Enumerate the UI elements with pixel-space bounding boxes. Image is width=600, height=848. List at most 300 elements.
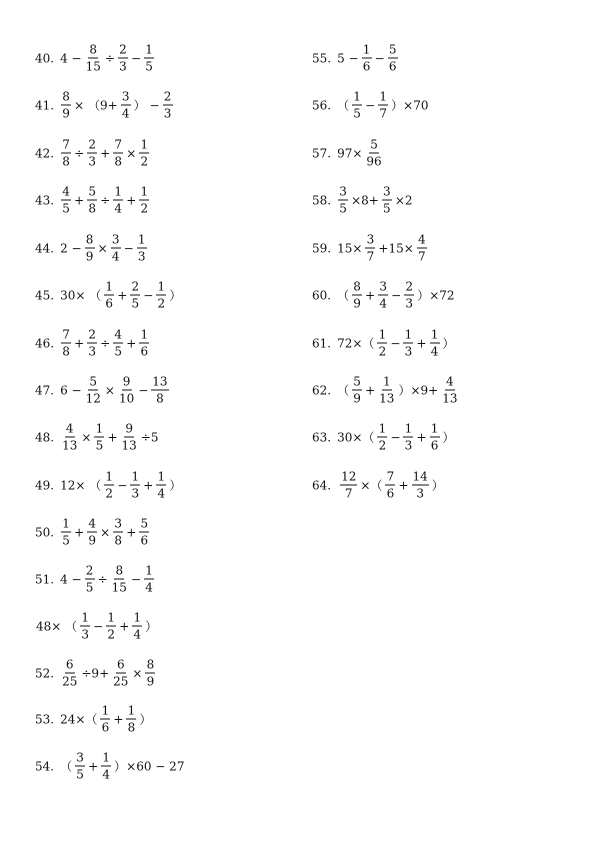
- expression-text: （: [60, 759, 73, 774]
- fraction-denominator: 8: [114, 533, 123, 548]
- expression-text: −: [390, 336, 401, 350]
- fraction-denominator: 13: [121, 438, 137, 453]
- problem-number: 57.: [312, 146, 332, 160]
- fraction-denominator: 5: [62, 533, 70, 548]
- fraction-denominator: 5: [339, 201, 347, 216]
- fraction-numerator: 1: [105, 279, 114, 294]
- fraction: [61, 186, 71, 215]
- fraction: [139, 139, 149, 168]
- fraction-numerator: 7: [62, 327, 70, 342]
- expression-text: −: [365, 98, 376, 112]
- fraction-denominator: 4: [114, 201, 123, 216]
- fraction: [61, 518, 71, 547]
- fraction-denominator: 8: [156, 391, 164, 406]
- fraction-numerator: 12: [341, 469, 357, 484]
- expression-text: ×8+: [351, 193, 379, 207]
- fraction: [139, 329, 149, 358]
- expression-text: −: [123, 241, 134, 255]
- expression-text: ）: [169, 288, 182, 303]
- expression-text: ）: [139, 712, 152, 727]
- fraction-denominator: 5: [95, 438, 104, 453]
- problem-number: 55.: [312, 51, 332, 65]
- fraction-denominator: 2: [140, 201, 149, 216]
- expression-text: +: [74, 193, 85, 207]
- expression-text: ）: [145, 619, 158, 634]
- fraction-numerator: 1: [362, 42, 371, 57]
- fraction-numerator: 6: [116, 657, 125, 672]
- expression-text: +: [416, 336, 427, 350]
- expression-text: 30× （: [60, 288, 102, 303]
- fraction-numerator: 1: [353, 89, 361, 104]
- fraction-numerator: 1: [379, 89, 387, 104]
- fraction-numerator: 2: [85, 563, 94, 578]
- fraction-numerator: 13: [152, 374, 168, 389]
- expression-text: −: [390, 430, 401, 444]
- fraction: [100, 705, 110, 734]
- fraction-denominator: 4: [157, 486, 166, 501]
- expression-text: +: [398, 478, 409, 492]
- expression-text: ×: [100, 525, 111, 539]
- math-problem: [35, 612, 158, 641]
- expression-text: （: [337, 288, 350, 303]
- fraction: [137, 234, 147, 263]
- fraction-numerator: 3: [366, 232, 375, 247]
- expression-text: （: [337, 383, 350, 398]
- fraction-denominator: 9: [353, 391, 361, 406]
- fraction: [130, 471, 140, 500]
- fraction-denominator: 25: [62, 674, 78, 689]
- fraction-denominator: 96: [366, 154, 382, 169]
- math-problem: [35, 565, 156, 594]
- fraction-denominator: 6: [430, 438, 439, 453]
- expression-text: ）: [442, 336, 455, 351]
- fraction-denominator: 2: [105, 486, 114, 501]
- fraction-denominator: 6: [140, 533, 149, 548]
- math-problem: [35, 234, 149, 263]
- fraction: [378, 91, 388, 120]
- fraction: [362, 44, 372, 73]
- fraction-numerator: 1: [105, 469, 114, 484]
- fraction: [85, 234, 95, 263]
- fraction-denominator: 3: [88, 344, 96, 359]
- fraction: [378, 376, 395, 405]
- expression-text: +: [365, 383, 376, 397]
- fraction-denominator: 6: [362, 59, 371, 74]
- problem-number: 42.: [35, 146, 55, 160]
- expression-text: −: [93, 619, 104, 633]
- expression-text: 2 −: [60, 241, 82, 255]
- fraction-denominator: 12: [85, 391, 101, 406]
- fraction-denominator: 5: [62, 201, 70, 216]
- expression-text: ×: [97, 241, 108, 255]
- fraction-denominator: 13: [379, 391, 395, 406]
- problem-number: 47.: [35, 383, 55, 397]
- problem-number: 46.: [35, 336, 55, 350]
- fraction: [144, 565, 154, 594]
- problem-number: 45.: [35, 288, 55, 302]
- fraction-denominator: 3: [404, 438, 413, 453]
- problem-number: 49.: [35, 478, 55, 492]
- fraction-numerator: 9: [122, 374, 131, 389]
- expression-text: +: [74, 525, 85, 539]
- fraction-denominator: 13: [62, 438, 78, 453]
- fraction-numerator: 1: [382, 374, 391, 389]
- fraction-denominator: 8: [114, 154, 123, 169]
- fraction-denominator: 3: [163, 106, 172, 121]
- fraction-denominator: 2: [378, 438, 387, 453]
- expression-text: ÷: [74, 146, 85, 160]
- math-problem: [35, 518, 151, 547]
- expression-text: ÷: [100, 336, 111, 350]
- expression-text: +: [126, 193, 137, 207]
- fraction: [338, 186, 348, 215]
- fraction-denominator: 9: [88, 533, 96, 548]
- fraction-numerator: 8: [115, 563, 124, 578]
- math-problem: [35, 376, 171, 405]
- fraction: [104, 281, 114, 310]
- expression-text: ×: [126, 146, 137, 160]
- expression-text: 6 −: [60, 383, 82, 397]
- fraction-denominator: 3: [119, 59, 127, 74]
- expression-text: ×: [81, 430, 92, 444]
- problem-number: 63.: [312, 430, 332, 444]
- expression-text: ）: [442, 430, 455, 445]
- fraction: [112, 659, 129, 688]
- fraction: [365, 234, 375, 263]
- fraction: [113, 186, 123, 215]
- expression-text: ）: [169, 478, 182, 493]
- fraction-numerator: 4: [88, 516, 96, 531]
- fraction-numerator: 3: [383, 184, 391, 199]
- problem-number: 50.: [35, 525, 55, 539]
- fraction-denominator: 2: [157, 296, 166, 311]
- fraction: [377, 423, 387, 452]
- fraction: [85, 44, 102, 73]
- fraction-numerator: 1: [101, 703, 110, 718]
- fraction: [388, 44, 398, 73]
- fraction: [441, 376, 458, 405]
- fraction-denominator: 6: [388, 59, 397, 74]
- problem-number: 54.: [35, 759, 55, 773]
- fraction-denominator: 8: [88, 201, 96, 216]
- fraction: [94, 423, 104, 452]
- fraction-numerator: 7: [114, 137, 123, 152]
- math-problem: [312, 139, 385, 168]
- math-problem: [35, 139, 151, 168]
- fraction-numerator: 8: [85, 232, 94, 247]
- problem-number: 41.: [35, 98, 55, 112]
- fraction-numerator: 3: [76, 750, 84, 765]
- fraction-denominator: 4: [102, 767, 110, 782]
- fraction: [365, 139, 382, 168]
- expression-text: ）×9+: [398, 383, 439, 398]
- fraction-denominator: 6: [105, 296, 114, 311]
- fraction-numerator: 1: [140, 137, 149, 152]
- expression-text: 97×: [337, 146, 363, 160]
- fraction: [430, 329, 440, 358]
- math-problem: [35, 91, 175, 120]
- expression-text: ÷5: [140, 430, 159, 444]
- fraction: [163, 91, 173, 120]
- expression-text: ）×72: [417, 288, 455, 303]
- fraction: [417, 234, 427, 263]
- fraction-numerator: 1: [430, 421, 439, 436]
- fraction: [144, 44, 154, 73]
- fraction-numerator: 1: [140, 184, 149, 199]
- fraction: [111, 565, 128, 594]
- expression-text: ÷9+: [81, 666, 110, 680]
- fraction-denominator: 3: [131, 486, 140, 501]
- fraction: [139, 518, 149, 547]
- fraction-numerator: 1: [127, 703, 136, 718]
- fraction-denominator: 3: [137, 249, 146, 264]
- fraction-numerator: 3: [339, 184, 347, 199]
- fraction: [430, 423, 440, 452]
- fraction: [101, 752, 111, 781]
- expression-text: +: [143, 478, 154, 492]
- fraction: [121, 91, 131, 120]
- fraction-denominator: 3: [405, 296, 414, 311]
- fraction: [113, 329, 123, 358]
- fraction: [87, 329, 97, 358]
- fraction: [111, 234, 121, 263]
- math-problem: [312, 186, 414, 215]
- expression-text: +: [365, 288, 376, 302]
- fraction-denominator: 4: [121, 106, 130, 121]
- math-problem: [35, 186, 151, 215]
- fraction: [87, 186, 97, 215]
- problem-number: 64.: [312, 478, 332, 492]
- fraction-denominator: 10: [118, 391, 135, 406]
- expression-text: +: [88, 759, 99, 773]
- fraction: [385, 471, 395, 500]
- fraction-numerator: 8: [62, 89, 70, 104]
- fraction-denominator: 6: [101, 720, 110, 735]
- fraction-denominator: 5: [145, 59, 153, 74]
- fraction-denominator: 9: [353, 296, 361, 311]
- fraction: [139, 186, 149, 215]
- fraction-denominator: 4: [133, 627, 142, 642]
- fraction-numerator: 1: [378, 327, 387, 342]
- expression-text: +: [117, 288, 128, 302]
- fraction: [85, 565, 95, 594]
- problem-number: 58.: [312, 193, 332, 207]
- fraction-numerator: 3: [114, 516, 123, 531]
- expression-text: ）×70: [391, 98, 429, 113]
- expression-text: +: [74, 336, 85, 350]
- problem-number: 61.: [312, 336, 332, 350]
- math-problem: [35, 329, 151, 358]
- expression-text: ）×60 − 27: [114, 759, 185, 774]
- math-problem: [35, 423, 159, 452]
- fraction-denominator: 6: [386, 486, 395, 501]
- fraction-numerator: 1: [131, 469, 140, 484]
- expression-text: （: [337, 98, 350, 113]
- expression-text: +: [100, 146, 111, 160]
- expression-text: 24×（: [60, 712, 98, 727]
- expression-text: −: [374, 51, 385, 65]
- fraction-denominator: 6: [140, 344, 149, 359]
- math-problem: [35, 44, 156, 73]
- math-problem: [312, 376, 460, 405]
- fraction-denominator: 5: [353, 106, 361, 121]
- fraction-denominator: 3: [416, 486, 424, 501]
- fraction-numerator: 8: [89, 42, 98, 57]
- expression-text: −: [391, 288, 402, 302]
- fraction-numerator: 2: [88, 327, 96, 342]
- fraction-numerator: 2: [405, 279, 414, 294]
- fraction: [87, 139, 97, 168]
- expression-text: +: [119, 619, 130, 633]
- problem-number: 43.: [35, 193, 55, 207]
- problem-number: 56.: [312, 98, 332, 112]
- fraction-numerator: 1: [133, 610, 142, 625]
- fraction: [80, 612, 90, 641]
- fraction-denominator: 9: [146, 674, 155, 689]
- fraction-numerator: 1: [157, 469, 166, 484]
- expression-text: +: [113, 712, 124, 726]
- fraction-numerator: 3: [111, 232, 120, 247]
- fraction: [113, 518, 123, 547]
- expression-text: 4 −: [60, 572, 82, 586]
- fraction-numerator: 1: [81, 610, 89, 625]
- fraction: [61, 139, 71, 168]
- fraction: [61, 91, 71, 120]
- fraction-numerator: 1: [430, 327, 439, 342]
- fraction-numerator: 8: [353, 279, 361, 294]
- fraction: [61, 659, 78, 688]
- math-problem: [35, 705, 153, 734]
- problem-number: 59.: [312, 241, 332, 255]
- math-problem: [35, 281, 182, 310]
- expression-text: −: [138, 383, 149, 397]
- fraction-denominator: 7: [379, 106, 387, 121]
- fraction-denominator: 4: [430, 344, 439, 359]
- fraction-numerator: 1: [107, 610, 116, 625]
- fraction: [104, 471, 114, 500]
- fraction: [378, 281, 388, 310]
- expression-text: 15×: [337, 241, 363, 255]
- fraction-numerator: 3: [121, 89, 130, 104]
- math-problem: [312, 423, 456, 452]
- problem-number: 53.: [35, 712, 55, 726]
- fraction-denominator: 5: [76, 767, 84, 782]
- fraction-numerator: 1: [404, 421, 413, 436]
- fraction-numerator: 6: [65, 657, 74, 672]
- fraction: [118, 376, 135, 405]
- expression-text: 4 −: [60, 51, 82, 65]
- problem-number: 52.: [35, 666, 55, 680]
- expression-text: ×: [104, 383, 115, 397]
- fraction: [113, 139, 123, 168]
- expression-text: ÷: [100, 193, 111, 207]
- fraction-denominator: 7: [344, 486, 353, 501]
- expression-text: +: [416, 430, 427, 444]
- fraction: [352, 376, 362, 405]
- fraction-numerator: 5: [140, 516, 149, 531]
- fraction-numerator: 9: [125, 421, 133, 436]
- fraction-denominator: 15: [111, 580, 127, 595]
- fraction-numerator: 5: [370, 137, 378, 152]
- math-problem: [312, 234, 429, 263]
- expression-text: ） −: [133, 98, 160, 113]
- math-problem: [312, 44, 400, 73]
- problem-number: 44.: [35, 241, 55, 255]
- fraction-denominator: 5: [383, 201, 391, 216]
- fraction-numerator: 1: [145, 563, 153, 578]
- fraction: [75, 752, 85, 781]
- fraction-numerator: 1: [378, 421, 387, 436]
- fraction: [130, 281, 140, 310]
- expression-text: −: [117, 478, 128, 492]
- fraction-denominator: 4: [111, 249, 120, 264]
- expression-text: −: [130, 51, 142, 65]
- fraction-numerator: 2: [163, 89, 172, 104]
- fraction-denominator: 5: [131, 296, 140, 311]
- fraction-numerator: 4: [446, 374, 454, 389]
- fraction: [132, 612, 142, 641]
- fraction: [87, 518, 97, 547]
- fraction: [85, 376, 102, 405]
- fraction-denominator: 3: [88, 154, 96, 169]
- fraction-numerator: 2: [131, 279, 140, 294]
- fraction: [156, 281, 166, 310]
- expression-text: +15×: [378, 241, 414, 255]
- fraction-numerator: 8: [146, 657, 155, 672]
- math-problem: [312, 471, 445, 500]
- fraction-numerator: 7: [62, 137, 70, 152]
- math-problem: [312, 91, 430, 120]
- math-problem: [312, 281, 456, 310]
- fraction-numerator: 4: [417, 232, 426, 247]
- fraction-denominator: 8: [127, 720, 136, 735]
- problem-number: 48.: [35, 430, 55, 444]
- fraction-numerator: 3: [379, 279, 387, 294]
- fraction-denominator: 7: [366, 249, 375, 264]
- math-problem: [35, 471, 182, 500]
- fraction-denominator: 2: [378, 344, 387, 359]
- fraction-numerator: 1: [137, 232, 146, 247]
- fraction: [352, 281, 362, 310]
- fraction-denominator: 9: [85, 249, 94, 264]
- fraction: [61, 423, 78, 452]
- expression-text: ×2: [394, 193, 413, 207]
- fraction: [156, 471, 166, 500]
- fraction: [126, 705, 136, 734]
- fraction-numerator: 1: [145, 42, 153, 57]
- expression-text: ÷: [104, 51, 115, 65]
- fraction-numerator: 1: [140, 327, 149, 342]
- fraction: [403, 329, 413, 358]
- fraction-denominator: 25: [113, 674, 129, 689]
- fraction-denominator: 7: [417, 249, 426, 264]
- fraction: [118, 44, 128, 73]
- fraction-denominator: 2: [107, 627, 116, 642]
- problem-number: 60.: [312, 288, 332, 302]
- expression-text: −: [130, 572, 142, 586]
- problem-number: 40.: [35, 51, 55, 65]
- fraction-denominator: 5: [85, 580, 94, 595]
- fraction-numerator: 5: [89, 374, 98, 389]
- math-problem: [312, 329, 456, 358]
- fraction-denominator: 8: [62, 154, 70, 169]
- fraction: [404, 281, 414, 310]
- expression-text: ÷: [97, 572, 108, 586]
- expression-text: +: [126, 525, 137, 539]
- expression-text: ）: [431, 478, 444, 493]
- fraction-numerator: 5: [88, 184, 96, 199]
- fraction-numerator: 4: [65, 421, 74, 436]
